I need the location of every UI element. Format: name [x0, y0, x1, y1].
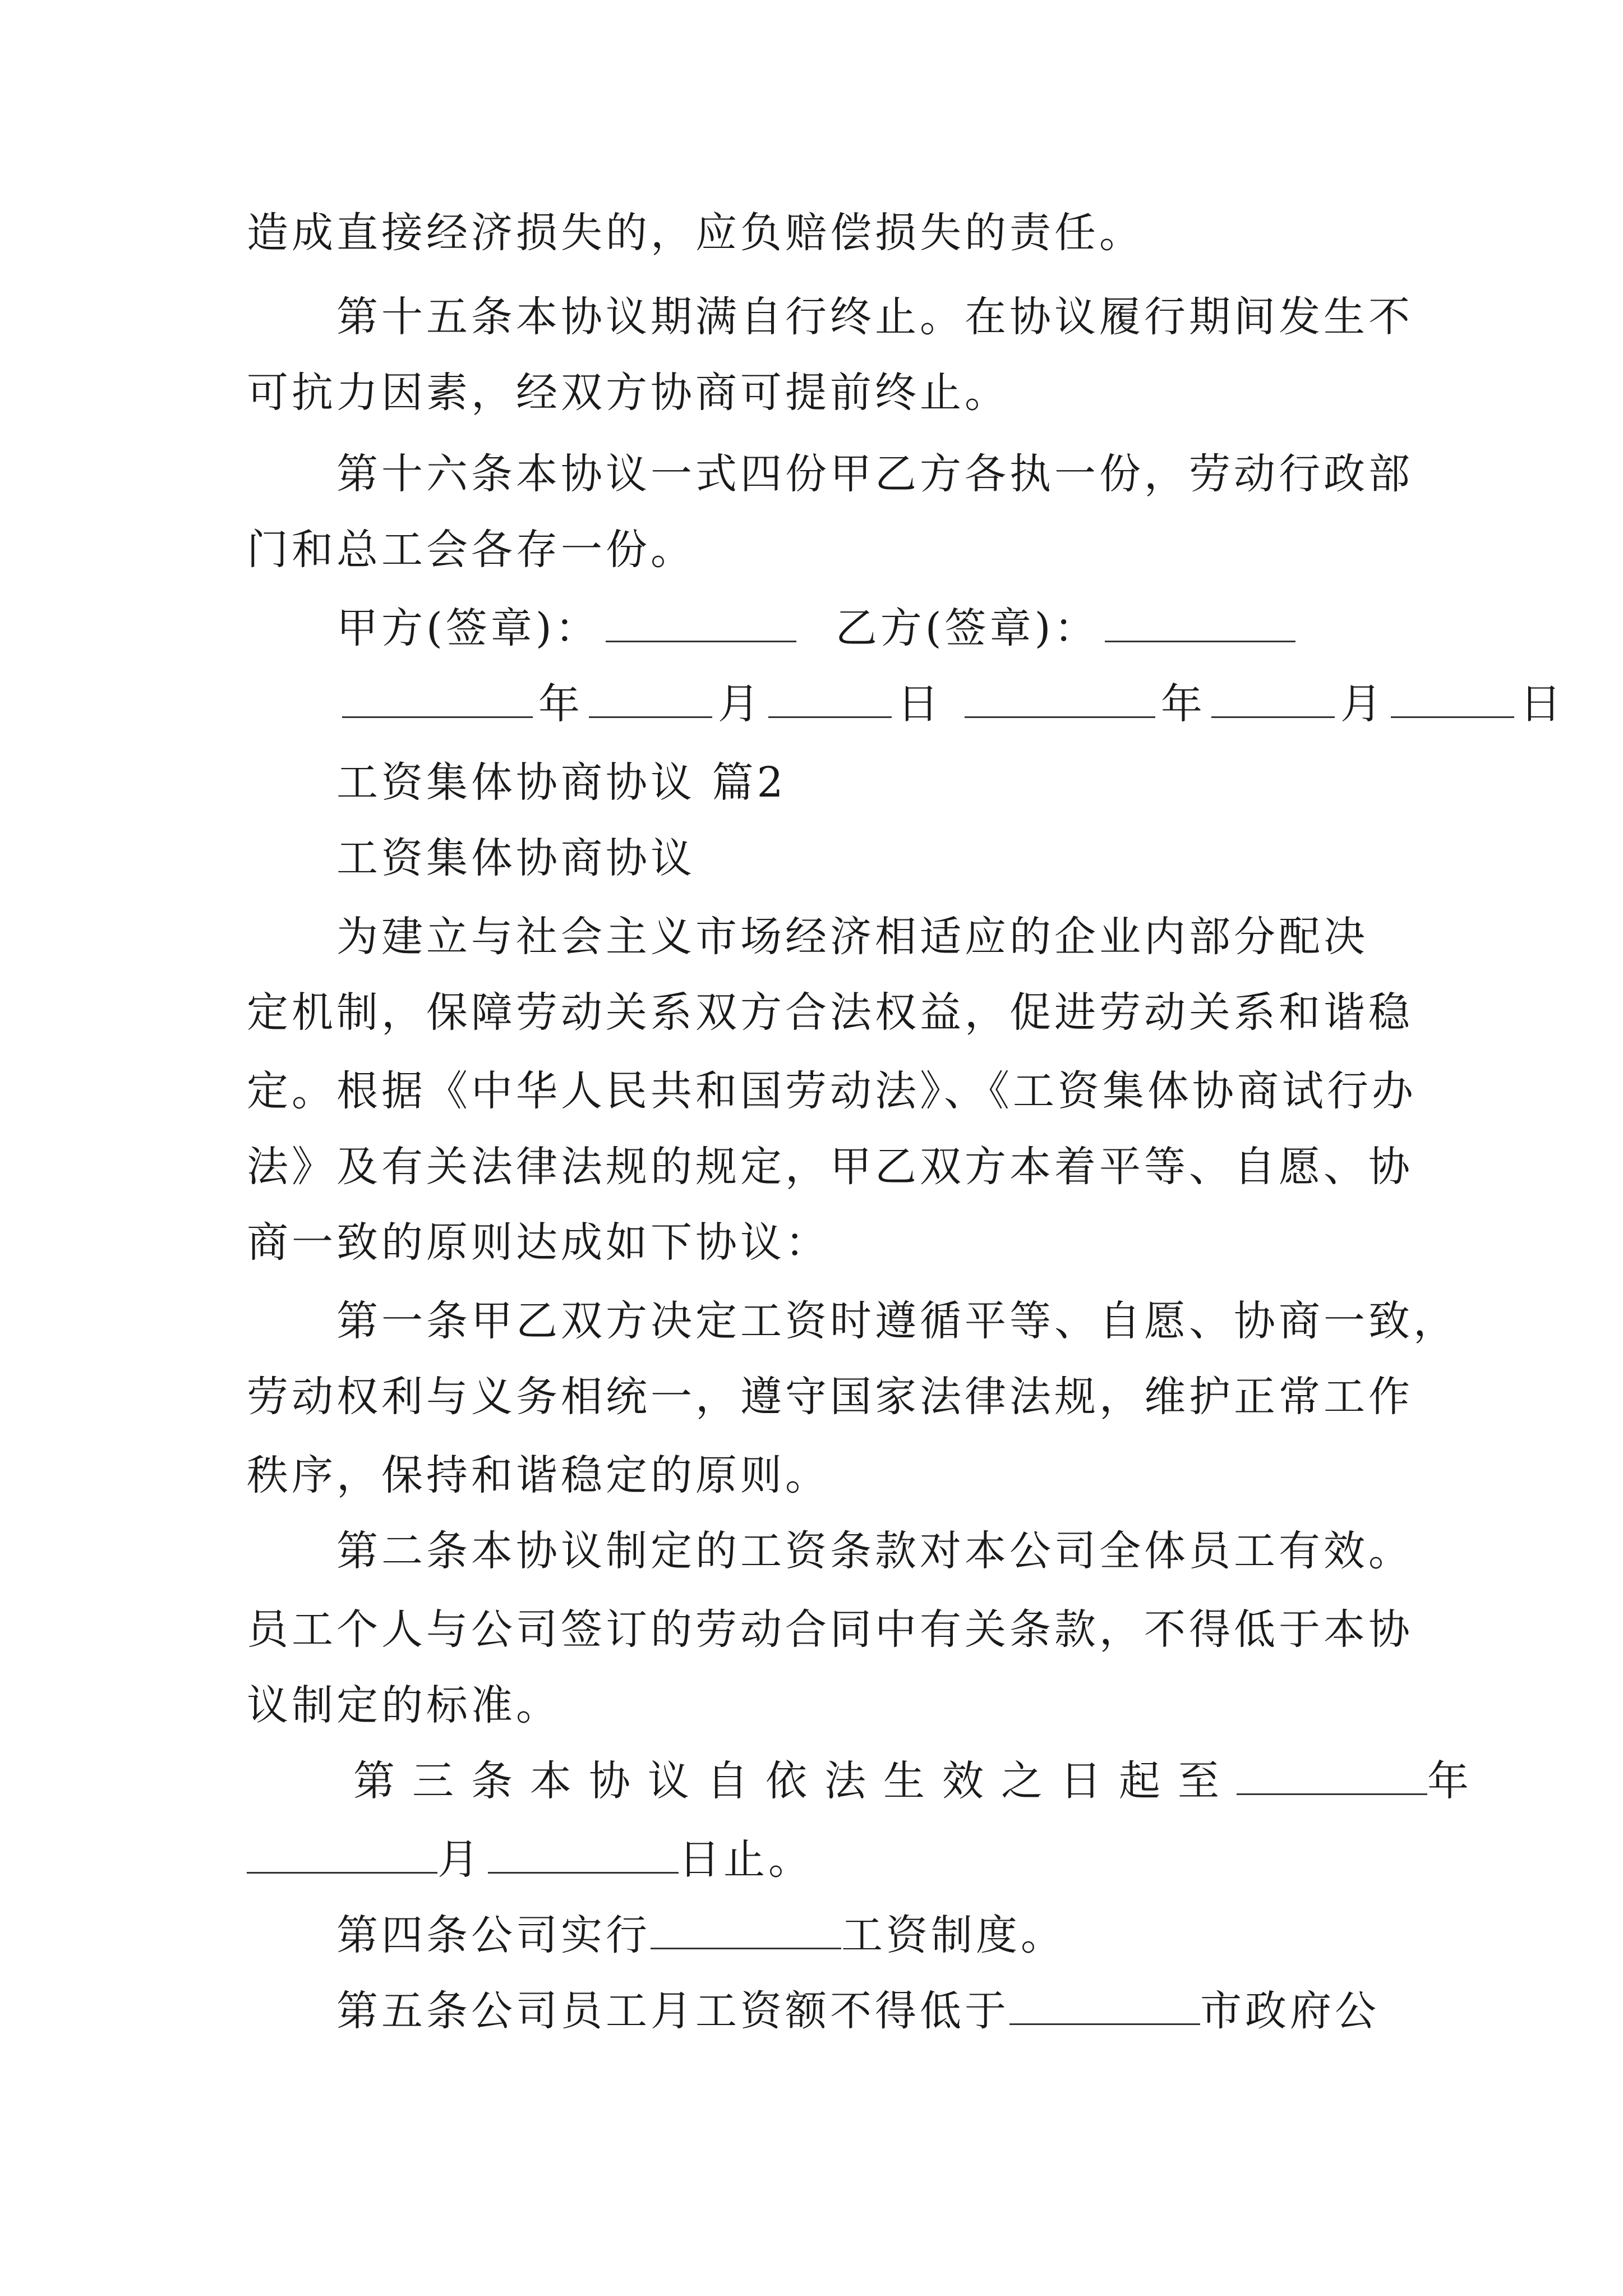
month-label: 月	[437, 1835, 482, 1884]
signature-line	[336, 597, 1385, 659]
text-line: 法》及有关法律法规的规定，甲乙双方本着平等、自愿、协	[247, 1143, 1413, 1191]
article-4-line	[336, 1904, 1385, 1966]
text-line: 商一致的原则达成如下协议：	[247, 1218, 830, 1267]
day-blank	[488, 1837, 679, 1874]
text-line: 员工个人与公司签订的劳动合同中有关条款，不得低于本协	[247, 1605, 1413, 1654]
day-blank	[1391, 682, 1514, 718]
article-3-text: 第三条本协议自依法生效之日起至	[353, 1757, 1237, 1805]
city-blank	[1009, 1989, 1200, 2025]
article-3-continued	[247, 1829, 1385, 1890]
text-line: 第一条甲乙双方决定工资时遵循平等、自愿、协商一致，	[336, 1297, 1458, 1345]
text-line: 可抗力因素，经双方协商可提前终止。	[247, 369, 1009, 417]
article-4-text: 第四条公司实行	[336, 1911, 651, 1959]
day-end-text: 日止。	[679, 1835, 813, 1884]
day-label: 日	[1520, 680, 1565, 728]
article-5-suffix: 市政府公	[1200, 1987, 1380, 2035]
year-label: 年	[538, 680, 583, 728]
text-line: 第十五条本协议期满自行终止。在协议履行期间发生不	[336, 293, 1413, 341]
month-label: 月	[718, 680, 763, 728]
day-label: 日	[897, 680, 942, 728]
text-line: 劳动权利与义务相统一，遵守国家法律法规，维护正常工作	[247, 1373, 1413, 1421]
month-blank	[1211, 682, 1335, 718]
party-a-signature-blank	[606, 606, 796, 642]
party-a-label: 甲方(签章)：	[336, 604, 600, 652]
year-blank	[342, 682, 533, 718]
text-line: 议制定的标准。	[247, 1681, 561, 1729]
year-label: 年	[1427, 1757, 1486, 1805]
month-label: 月	[1340, 680, 1385, 728]
party-b-label: 乙方(签章)：	[835, 604, 1099, 652]
text-line: 秩序，保持和谐稳定的原则。	[247, 1451, 830, 1499]
text-line: 门和总工会各存一份。	[247, 526, 695, 574]
text-line: 第十六条本协议一式四份甲乙方各执一份，劳动行政部	[336, 450, 1413, 498]
doc-title: 工资集体协商协议	[336, 834, 695, 882]
text-line: 造成直接经济损失的，应负赔偿损失的责任。	[247, 209, 1144, 257]
month-blank	[589, 682, 712, 718]
day-blank	[768, 682, 892, 718]
text-line: 为建立与社会主义市场经济相适应的企业内部分配决	[336, 913, 1368, 961]
year-label: 年	[1161, 680, 1206, 728]
wage-system-blank	[651, 1913, 841, 1949]
article-5-text: 第五条公司员工月工资额不得低于	[336, 1987, 1009, 2035]
year-blank	[1237, 1759, 1427, 1795]
text-line: 第二条本协议制定的工资条款对本公司全体员工有效。	[336, 1527, 1413, 1575]
party-b-signature-blank	[1105, 606, 1295, 642]
article-4-suffix: 工资制度。	[841, 1911, 1066, 1959]
month-blank	[247, 1837, 437, 1874]
year-blank	[965, 682, 1155, 718]
section-heading: 工资集体协商协议 篇2	[336, 758, 787, 807]
date-line	[336, 673, 1565, 735]
text-line: 定机制，保障劳动关系双方合法权益，促进劳动关系和谐稳	[247, 988, 1413, 1037]
article-3-line	[353, 1750, 1486, 1812]
article-5-line	[336, 1980, 1385, 2042]
text-line: 定。根据《中华人民共和国劳动法》、《工资集体协商试行办	[247, 1067, 1417, 1115]
